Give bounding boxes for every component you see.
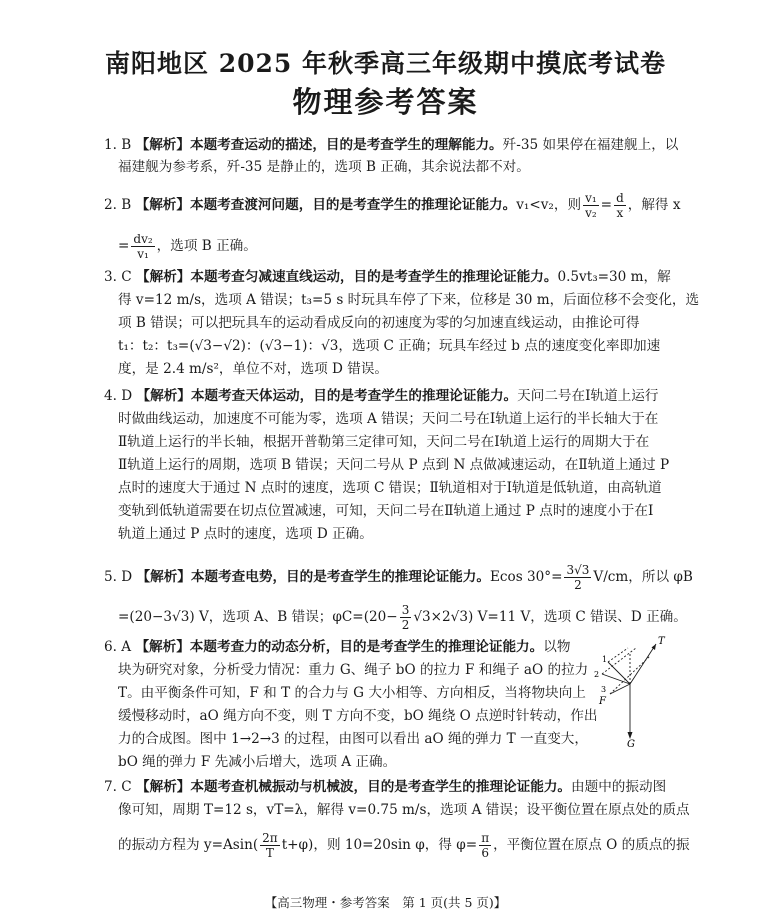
q2-number: 2. B <box>104 197 132 213</box>
q4-number: 4. D <box>104 388 133 404</box>
q2-fraction-x: $\frac{\text{dv₂}}{\text{v₁}}$ <box>133 232 153 261</box>
page-title: 南阳地区 2025 年秋季高三年级期中摸底考试卷 <box>105 49 666 78</box>
q2-fraction-v: $\frac{\text{v₁}}{\text{v₂}}$ <box>585 191 597 220</box>
page-footer: 【高三物理・参考答案 第 1 页(共 5 页)】 <box>264 895 507 910</box>
q4-line-2: 时做曲线运动，加速度不可能为零，选项 A 错误；天问二号在Ⅰ轨道上运行的半长轴大于在 <box>118 411 659 427</box>
q4-line-1: 4. D 【解析】本题考查天体运动，目的是考查学生的推理论证能力。天问二号在Ⅰ轨道上运行 <box>104 388 659 404</box>
q1-line-1: 1. B 【解析】本题考查运动的描述，目的是考查学生的理解能力。歼-35 如果停在福建舰上，以 <box>104 137 679 153</box>
q5-line-2: =(20−3√3) V，选项 A、B 错误；φC=(20− $\frac{3}{2}$ √3×2√3) V=11 V，选项 C 错误、D 正确。 <box>118 603 687 632</box>
q2-line-2: = $\frac{\text{dv₂}}{\text{v₁}}$ ，选项 B 正确。 <box>118 232 257 261</box>
force-f-line <box>610 684 630 694</box>
q3-number: 3. C <box>104 269 132 285</box>
q6-line-4: 缓慢移动时，aO 绳方向不变，则 T 方向不变，bO 绳绕 O 点逆时针转动，作出 <box>118 708 598 724</box>
q3-line-1: 3. C 【解析】本题考查匀减速直线运动，目的是考查学生的推理论证能力。0.5vt₃=30 m，解 <box>104 269 671 285</box>
q3-tag: 【解析】本题考查匀减速直线运动，目的是考查学生的推理论证能力。 <box>136 269 558 285</box>
q4-line-6: 变轨到低轨道需要在切点位置减速，可知，天问二号在Ⅱ轨道上通过 P 点时的速度小于在Ⅰ <box>118 503 654 519</box>
q3-line-3: 项 B 错误；可以把玩具车的运动看成反向的初速度为零的匀加速直线运动，由推论可得 <box>118 315 640 331</box>
dashed-line-1 <box>602 648 636 674</box>
q7-fraction-phi: $\frac{\pi}{6}$ <box>481 831 490 860</box>
force-line-1 <box>608 662 630 684</box>
q7-number: 7. C <box>104 779 132 795</box>
q6-line-3: T。由平衡条件可知，F 和 T 的合力与 G 大小相等、方向相反，当将物块向上 <box>118 685 586 701</box>
q6-line-1: 6. A 【解析】本题考查力的动态分析，目的是考查学生的推理论证能力。以物 <box>104 639 571 655</box>
q1-line-2: 福建舰为参考系，歼-35 是静止的，选项 B 正确，其余说法都不对。 <box>118 159 530 175</box>
label-t: T <box>658 636 665 647</box>
tension-t-line <box>630 644 656 684</box>
q4-line-7: 轨道上通过 P 点时的速度，选项 D 正确。 <box>118 526 373 542</box>
gravity-arrowhead <box>628 732 633 739</box>
q6-line-2: 块为研究对象，分析受力情况：重力 G、绳子 bO 的拉力 F 和绳子 aO 的拉力 <box>118 662 589 678</box>
dashed-line-3 <box>608 648 628 662</box>
q6-number: 6. A <box>104 639 132 655</box>
q1-tag: 【解析】本题考查运动的描述，目的是考查学生的理解能力。 <box>135 137 503 153</box>
label-2: 2 <box>594 670 600 679</box>
page-subtitle: 物理参考答案 <box>292 85 479 119</box>
q7-fraction-omega: $\frac{2\pi}{T}$ <box>262 831 278 860</box>
q5-tag: 【解析】本题考查电势，目的是考查学生的推理论证能力。 <box>136 569 490 585</box>
q3-line-2: 得 v=12 m/s，选项 A 错误；t₃=5 s 时玩具车停了下来，位移是 30 m，后面位移不会变化，选 <box>118 292 700 308</box>
q4-line-4: Ⅱ轨道上运行的周期，选项 B 错误；天问二号从 P 点到 N 点做减速运动，在Ⅱ轨道上通过 P <box>118 457 670 473</box>
q2-line-1: 2. B 【解析】本题考查渡河问题，目的是考查学生的推理论证能力。v₁<v₂，则 $\frac{\text{v₁}}{\text{v₂}}$ = $\frac{d}{x}$ ，解得 x <box>104 191 681 220</box>
q4-line-3: Ⅱ轨道上运行的半长轴，根据开普勒第三定律可知，天问二号在Ⅰ轨道上运行的周期大于在 <box>118 434 650 450</box>
q6-line-5: 力的合成图。图中 1→2→3 的过程，由图可以看出 aO 绳的弹力 T 一直变大， <box>118 731 588 747</box>
q7-line-3: 的振动方程为 y=Asin( $\frac{2\pi}{T}$ t+φ)，则 10=20sin φ，得 φ= $\frac{\pi}{6}$ ，平衡位置在原点 O 的质点的振 <box>118 831 690 860</box>
q3-line-4: t₁：t₂：t₃=(√3−√2)：(√3−1)：√3，选项 C 正确；玩具车经过 b 点的速度变化率即加速 <box>118 338 661 354</box>
q2-tag: 【解析】本题考查渡河问题，目的是考查学生的推理论证能力。 <box>135 197 517 213</box>
q5-line-1: 5. D 【解析】本题考查电势，目的是考查学生的推理论证能力。Ecos 30°= $\frac{3√3}{2}$ V/cm，所以 φB <box>104 563 693 592</box>
q4-tag: 【解析】本题考查天体运动，目的是考查学生的推理论证能力。 <box>136 388 518 404</box>
q6-tag: 【解析】本题考查力的动态分析，目的是考查学生的推理论证能力。 <box>135 639 544 655</box>
q5-number: 5. D <box>104 569 133 585</box>
q1-number: 1. B <box>104 137 132 153</box>
q3-line-5: 度，是 2.4 m/s²，单位不对，选项 D 错误。 <box>118 361 389 377</box>
q2-fraction-d: $\frac{d}{x}$ <box>616 191 624 220</box>
q4-line-5: 点时的速度大于通过 N 点时的速度，选项 C 错误；Ⅱ轨道相对于Ⅰ轨道是低轨道，由高轨道 <box>118 480 662 496</box>
label-3: 3 <box>601 685 607 694</box>
force-diagram <box>588 632 678 747</box>
q7-line-1: 7. C 【解析】本题考查机械振动与机械波，目的是考查学生的推理论证能力。由题中的振动图 <box>104 779 667 795</box>
label-f: F <box>599 696 606 707</box>
label-g: G <box>627 739 635 747</box>
q7-line-2: 像可知，周期 T=12 s，vT=λ，解得 v=0.75 m/s，选项 A 错误；设平衡位置在原点处的质点 <box>118 802 690 818</box>
q7-tag: 【解析】本题考查机械振动与机械波，目的是考查学生的推理论证能力。 <box>136 779 572 795</box>
label-1: 1 <box>602 655 608 664</box>
q5-fraction-c: $\frac{3}{2}$ <box>401 603 410 632</box>
q5-fraction-e: $\frac{3√3}{2}$ <box>566 563 590 592</box>
q6-line-6: bO 绳的弹力 F 先减小后增大，选项 A 正确。 <box>118 754 397 770</box>
